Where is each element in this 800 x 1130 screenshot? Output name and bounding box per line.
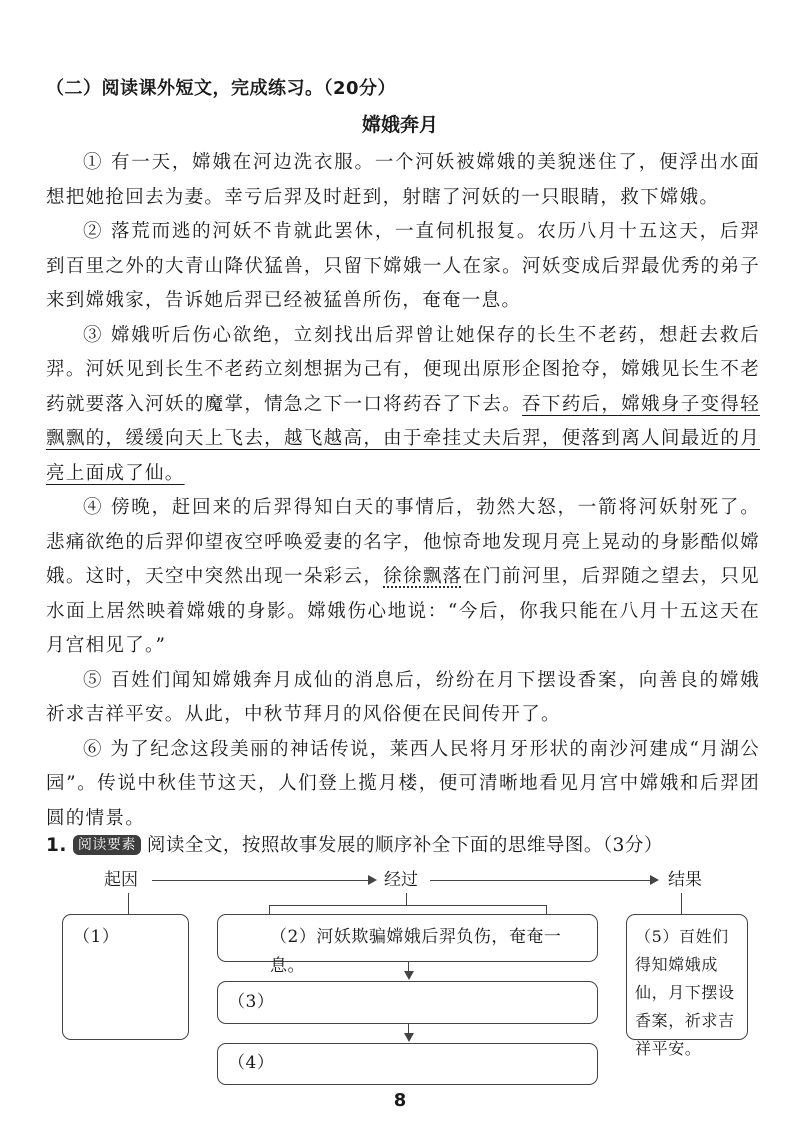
mindmap-box-1 [62, 914, 189, 1040]
mindmap-box-2 [217, 914, 598, 976]
section-heading: （二）阅读课外短文，完成练习。（20分） [46, 78, 397, 99]
page-number: 8 [393, 1090, 407, 1111]
dotted-phrase: 徐徐飘落 [383, 566, 463, 587]
box-5-text: （5）百姓们得知嫦娥成仙，月下摆设香案，祈求吉祥平安。 [635, 927, 735, 1058]
arrow-head-icon [368, 875, 377, 885]
down-arrow-icon [404, 971, 414, 980]
process-connector [406, 893, 407, 905]
paragraph-2: ② 落荒而逃的河妖不肯就此罢休，一直伺机报复。农历八月十五这天，后羿到百里之外的大青山降伏猛兽，只留下嫦娥一人在家。河妖变成后羿最优秀的弟子来到嫦娥家，告诉她后羿已经被猛兽所伤，奄奄一息。 [46, 221, 760, 311]
reading-element-tag: 阅读要素 [73, 835, 141, 855]
article-title: 嫦娥奔月 [361, 114, 438, 136]
paragraph-3 [46, 319, 760, 492]
underlined-sentence: 吞下药后，嫦娥身子变得轻飘飘的，缓缓向天上飞去，越飞越高，由于牵挂丈夫后羿，便落到离人间最近的月亮上面成了仙。 [46, 393, 761, 484]
box-3-text: （3） [228, 992, 275, 1012]
paragraph-4 [46, 491, 760, 664]
paragraph-4-text-a: ④ 傍晚，赶回来的后羿得知白天的事情后，勃然大怒，一箭将河妖射死了。悲痛欲绝的后羿仰望夜空呼唤爱妻的名字，他惊奇地发现月亮上晃动的身影酷似嫦娥。这时，天空中突然出现一朵彩云， [46, 497, 760, 587]
down-arrow-icon [404, 1033, 414, 1042]
box-1-text: （1） [73, 927, 120, 947]
question-text: 阅读全文，按照故事发展的顺序补全下面的思维导图。（3分） [146, 835, 663, 856]
question-1 [46, 833, 760, 859]
arrow-head-icon [650, 875, 659, 885]
paragraph-4-text-b: 在门前河里，后羿随之望去，只见水面上居然映着嫦娥的身影。嫦娥伤心地说：“今后，你我只能在八月十五这天在月宫相见了。” [46, 566, 760, 656]
cause-connector [128, 893, 129, 914]
arrow-process-to-result [430, 880, 652, 881]
arrow-cause-to-process [152, 880, 370, 881]
paragraph-5: ⑤ 百姓们闻知嫦娥奔月成仙的消息后，纷纷在月下摆设香案，向善良的嫦娥祈求吉祥平安。从此，中秋节拜月的风俗便在民间传开了。 [46, 669, 760, 725]
result-connector [681, 893, 682, 914]
cause-label: 起因 [104, 870, 138, 890]
mindmap-box-3 [217, 981, 598, 1024]
result-label: 结果 [668, 870, 702, 890]
box-4-text: （4） [228, 1053, 275, 1073]
question-number: 1. [46, 835, 67, 856]
mindmap-box-4 [217, 1043, 598, 1085]
article-body [46, 146, 760, 836]
process-label: 经过 [384, 870, 418, 890]
paragraph-3-text: ③ 嫦娥听后伤心欲绝，立刻找出后羿曾让她保存的长生不老药，想赶去救后羿。河妖见到长生不老药立刻想据为己有，便现出原形企图抢夺，嫦娥见长生不老药就要落入河妖的魔掌，情急之下一口将药吞了下去。 [46, 324, 760, 415]
paragraph-6: ⑥ 为了纪念这段美丽的神话传说，莱西人民将月牙形状的南沙河建成“月湖公园”。传说中秋佳节这天，人们登上揽月楼，便可清晰地看见月宫中嫦娥和后羿团圆的情景。 [46, 738, 760, 829]
process-bracket [269, 905, 547, 906]
box-2-text: （2）河妖欺骗嫦娥后羿负伤，奄奄一息。 [270, 927, 562, 976]
mindmap-box-5 [626, 914, 748, 1058]
paragraph-1: ① 有一天，嫦娥在河边洗衣服。一个河妖被嫦娥的美貌迷住了，便浮出水面想把她抢回去为妻。幸亏后羿及时赶到，射瞎了河妖的一只眼睛，救下嫦娥。 [46, 152, 760, 208]
